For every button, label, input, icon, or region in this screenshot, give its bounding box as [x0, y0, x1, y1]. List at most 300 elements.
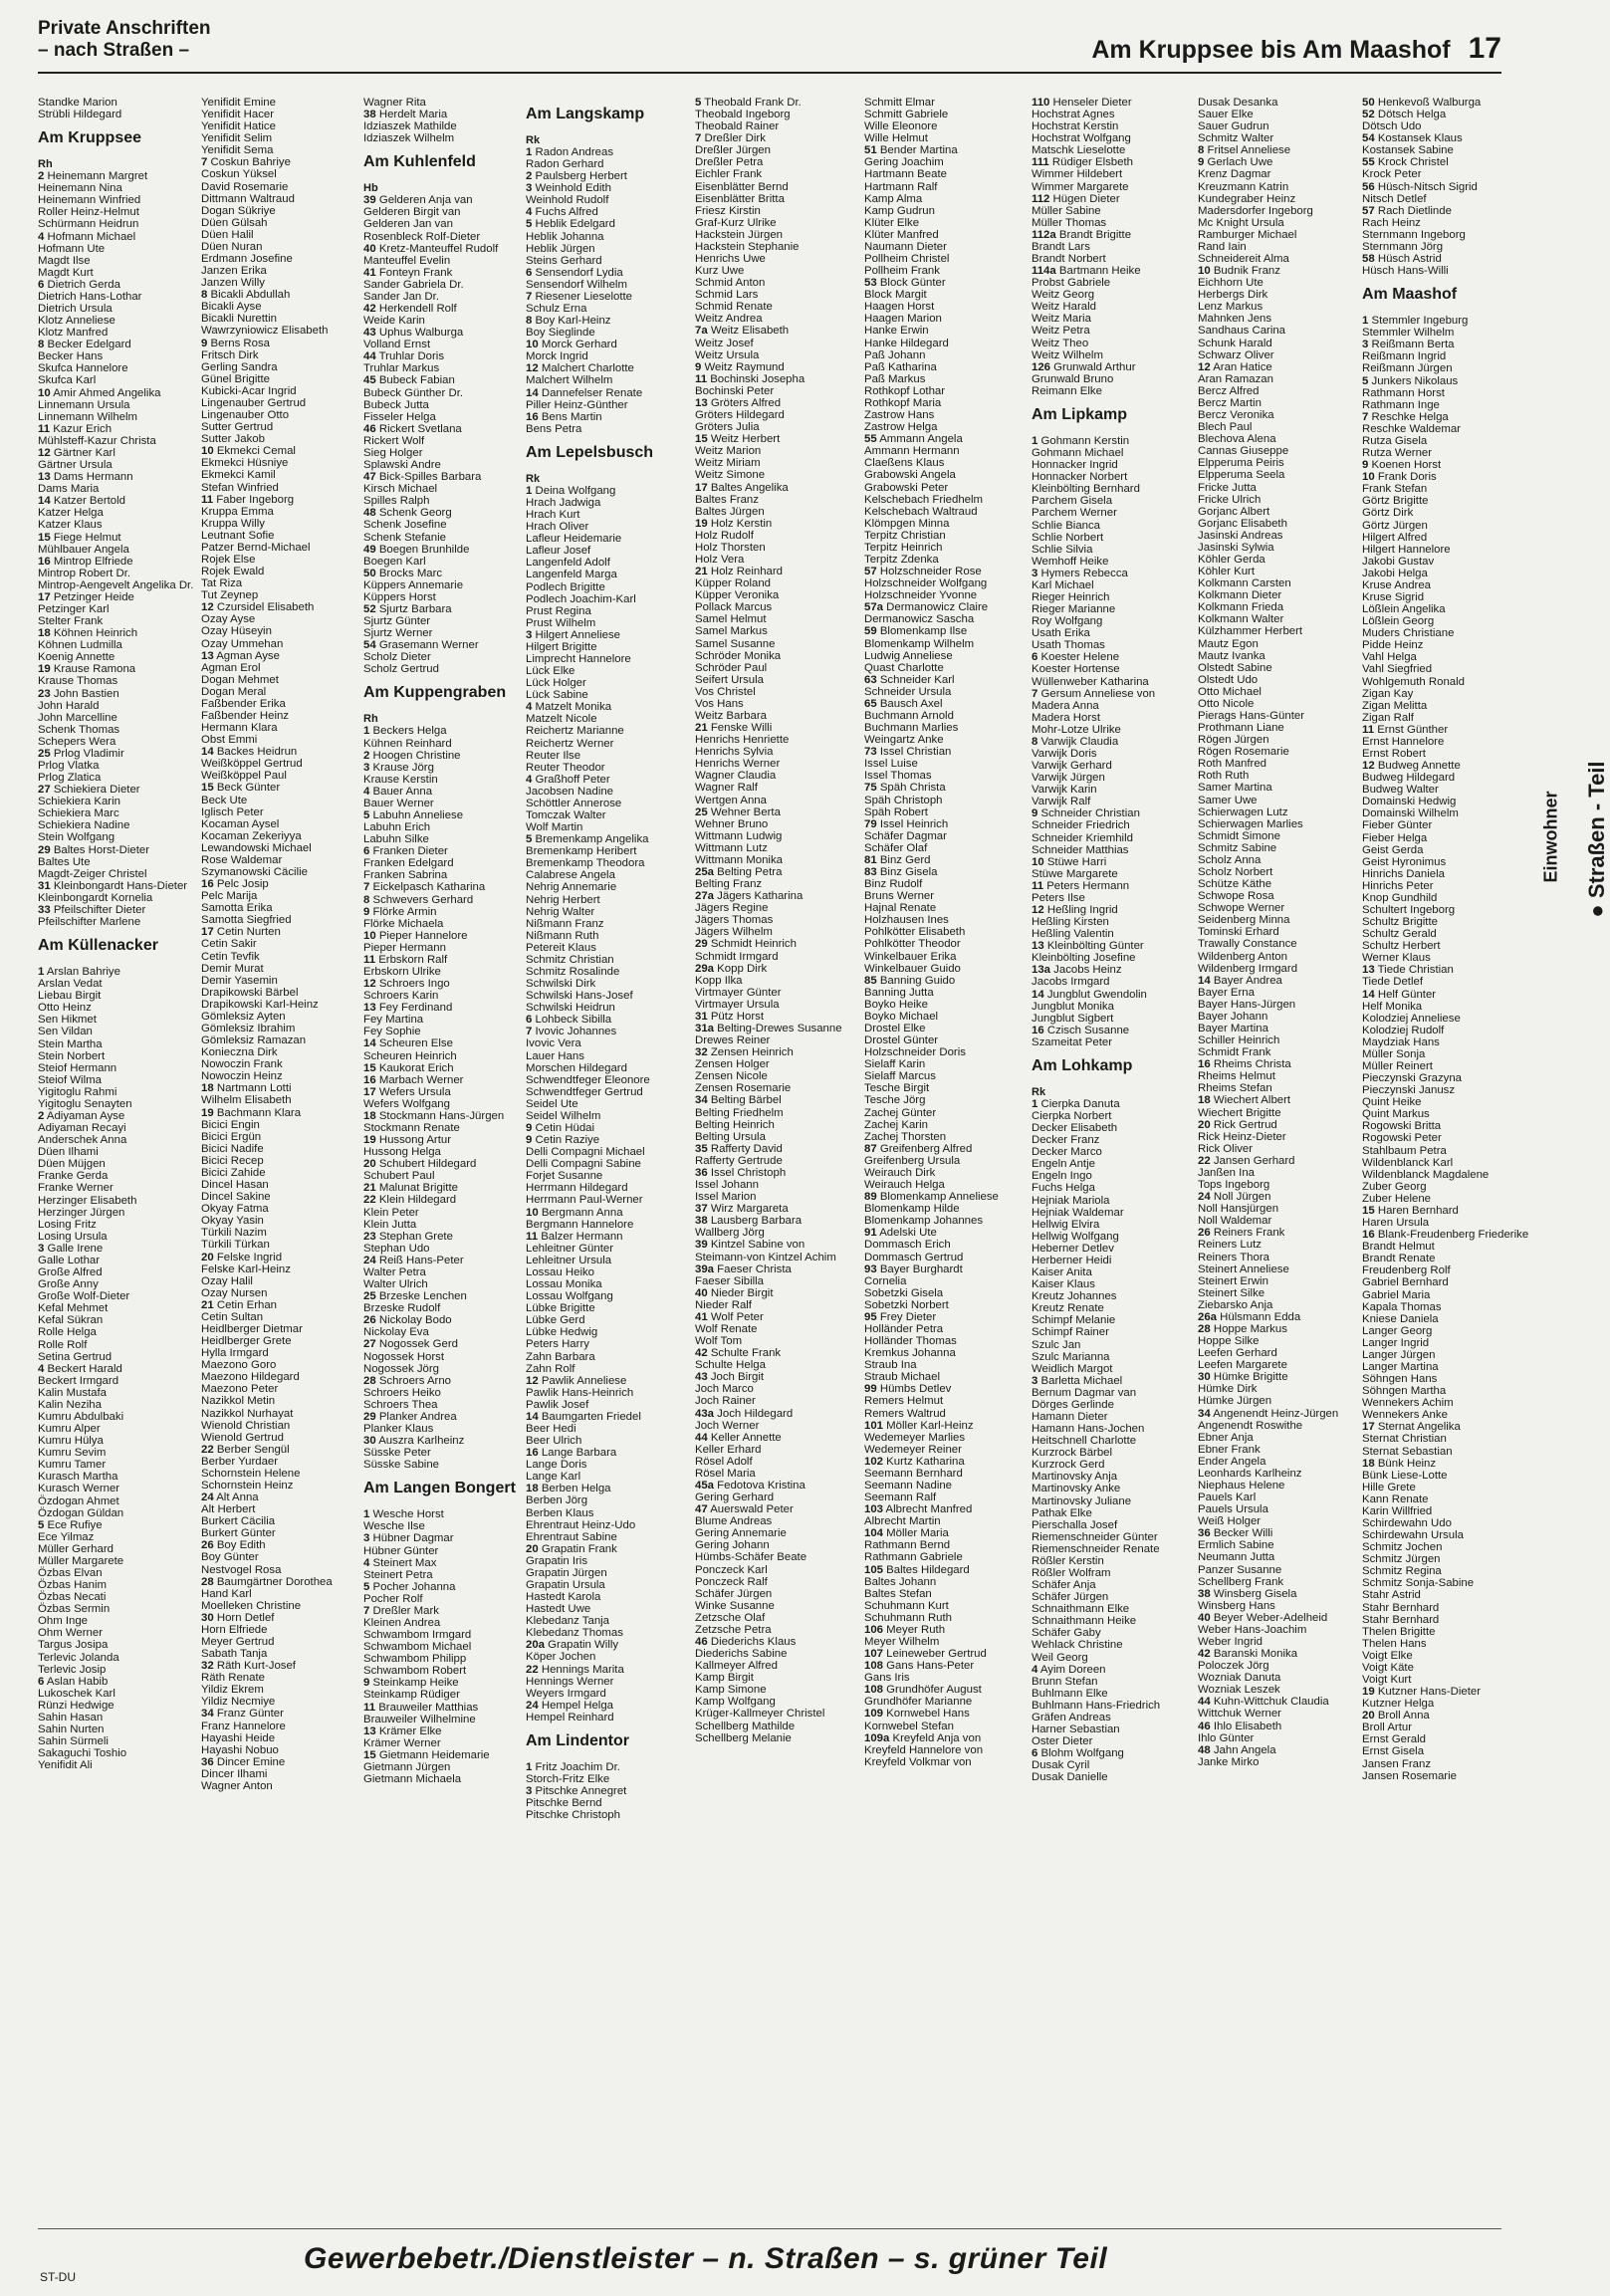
resident-entry: 1 Cierpka Danuta — [1032, 1097, 1120, 1110]
resident-entry: 31 Pütz Horst — [695, 1010, 765, 1023]
house-number: 21 — [363, 1182, 376, 1195]
resident-entry: Storch-Fritz Elke — [526, 1773, 610, 1785]
resident-entry: Özdogan Güldan — [38, 1506, 124, 1519]
house-number: 73 — [864, 746, 877, 759]
resident-entry: Buhlmann Hans-Friedrich — [1032, 1699, 1161, 1712]
resident-entry: Franken Edelgard — [363, 857, 454, 870]
resident-entry: Heidlberger Dietmar — [201, 1322, 303, 1335]
resident-entry: Steinert Silke — [1198, 1286, 1265, 1299]
resident-entry: Dogan Sükriye — [201, 204, 276, 217]
resident-entry: Schnaithmann Elke — [1032, 1603, 1130, 1616]
resident-entry: Otto Michael — [1198, 685, 1262, 698]
resident-entry: Beer Ulrich — [526, 1435, 582, 1448]
resident-entry: Scholz Gertrud — [363, 663, 439, 676]
resident-entry: 112 Hügen Dieter — [1032, 192, 1120, 205]
resident-entry: Krenz Dagmar — [1198, 168, 1271, 181]
resident-entry: Decker Franz — [1032, 1134, 1100, 1147]
resident-entry: Lukoschek Karl — [38, 1687, 115, 1700]
resident-entry: 15 Fiege Helmut — [38, 531, 121, 544]
resident-entry: 10 Budnik Franz — [1198, 265, 1280, 278]
house-number: 81 — [864, 853, 877, 866]
resident-entry: Lingenauber Otto — [201, 409, 290, 422]
house-number: 19 — [363, 1134, 376, 1147]
house-number: 1 — [38, 966, 45, 979]
house-number: 34 — [201, 1708, 214, 1721]
resident-entry: 50 Henkevoß Walburga — [1362, 97, 1482, 109]
resident-entry: Ekmekci Hüsniye — [201, 457, 289, 470]
house-number: 24 — [363, 1254, 376, 1266]
resident-entry: Ekmekci Kamil — [201, 469, 276, 482]
resident-entry: 51 Bender Martina — [864, 144, 958, 157]
resident-entry: Banning Jutta — [864, 986, 934, 999]
resident-entry: Wedemeyer Marlies — [864, 1431, 966, 1444]
resident-entry: Schmitt Elmar — [864, 97, 935, 109]
resident-entry: Sieg Holger — [363, 446, 423, 459]
resident-entry: Engeln Ingo — [1032, 1170, 1092, 1183]
resident-entry: Gering Annemarie — [695, 1527, 787, 1540]
resident-entry: 9 Cetin Hüdai — [526, 1122, 595, 1135]
house-number: 7 — [363, 1604, 370, 1617]
house-number: 99 — [864, 1383, 877, 1396]
resident-entry: Nestvogel Rosa — [201, 1563, 282, 1576]
resident-entry: Weitz Wilhelm — [1032, 348, 1103, 361]
resident-entry: Klein Jutta — [363, 1218, 417, 1231]
resident-entry: 57 Rach Dietlinde — [1362, 204, 1452, 217]
resident-entry: Varwijk Gerhard — [1032, 760, 1112, 773]
house-number: 3 — [526, 182, 533, 195]
house-number: 14 — [526, 1410, 539, 1423]
resident-entry: Schürmann Heidrun — [38, 218, 139, 231]
resident-entry: Kumru Abdulbaki — [38, 1410, 124, 1423]
resident-entry: 38 Winsberg Gisela — [1198, 1587, 1297, 1600]
resident-entry: Bicici Recep — [201, 1154, 264, 1167]
resident-entry: Terpitz Zdenka — [864, 553, 939, 566]
resident-entry: 15 Beck Günter — [201, 782, 281, 795]
resident-entry: Köper Jochen — [526, 1651, 596, 1664]
resident-entry: Schwilski Dirk — [526, 978, 596, 991]
resident-entry: 27 Nogossek Gerd — [363, 1338, 458, 1351]
resident-entry: Kamp Gudrun — [864, 204, 935, 217]
resident-entry: Schmidt Irmgard — [695, 950, 779, 963]
house-number: 6 — [1032, 651, 1038, 664]
house-number: 47 — [363, 471, 376, 484]
resident-entry: Sensendorf Wilhelm — [526, 278, 627, 291]
resident-entry: 1 Beckers Helga — [363, 725, 447, 738]
resident-entry: Labuhn Silke — [363, 833, 429, 846]
house-number: 12 — [1362, 760, 1375, 773]
resident-entry: 114a Bartmann Heike — [1032, 265, 1141, 278]
resident-entry: 7 Gersum Anneliese von — [1032, 687, 1156, 700]
resident-entry: Stahr Bernhard — [1362, 1601, 1440, 1614]
resident-entry: Jakobi Gustav — [1362, 555, 1435, 568]
resident-entry: Splawski Andre — [363, 459, 441, 472]
resident-entry: Wehner Bruno — [695, 817, 769, 830]
resident-entry: Hermann Klara — [201, 722, 278, 735]
house-number: 28 — [201, 1575, 214, 1588]
house-number: 13 — [1032, 940, 1044, 953]
resident-entry: Sandhaus Carina — [1198, 325, 1286, 338]
resident-entry: Weil Georg — [1032, 1651, 1088, 1664]
resident-entry: Kundegraber Heinz — [1198, 192, 1296, 205]
resident-entry: Wienold Gertrud — [201, 1431, 284, 1444]
resident-entry: Fisseler Helga — [363, 410, 436, 423]
resident-entry: Schultz Gerald — [1362, 928, 1437, 941]
resident-entry: Manteuffel Evelin — [363, 254, 451, 267]
resident-entry: Blomenkamp Hilde — [864, 1203, 960, 1216]
resident-entry: 5 Labuhn Anneliese — [363, 808, 464, 821]
resident-entry: Obst Emmi — [201, 734, 258, 747]
resident-entry: Stephan Udo — [363, 1242, 430, 1255]
resident-entry: Schellberg Melanie — [695, 1731, 792, 1744]
resident-entry: Schöttler Annerose — [526, 797, 622, 809]
resident-entry: Weide Karin — [363, 315, 425, 328]
house-number: 15 — [1362, 1204, 1375, 1217]
resident-entry: Otto Nicole — [1198, 697, 1255, 710]
resident-entry: Sahin Sürmeli — [38, 1735, 109, 1748]
house-number: 29a — [695, 962, 715, 975]
resident-entry: Zuber Helene — [1362, 1192, 1432, 1205]
resident-entry: Joch Rainer — [695, 1395, 756, 1408]
resident-entry: 59 Blomenkamp Ilse — [864, 625, 968, 638]
resident-entry: 3 Barletta Michael — [1032, 1374, 1123, 1387]
resident-entry: Seidel Wilhelm — [526, 1109, 601, 1122]
resident-entry: Issel Luise — [864, 758, 918, 771]
resident-entry: Zigan Ralf — [1362, 711, 1414, 724]
house-number: 6 — [363, 845, 370, 858]
resident-entry: 3 Krause Jörg — [363, 761, 434, 774]
resident-entry: Müller Reinert — [1362, 1060, 1433, 1073]
house-number: 13 — [1362, 964, 1375, 977]
resident-entry: 15 Weitz Herbert — [695, 433, 781, 446]
resident-entry: 19 Krause Ramona — [38, 663, 136, 676]
house-number: 40 — [695, 1286, 708, 1299]
resident-entry: Pocher Rolf — [363, 1592, 423, 1605]
resident-entry: 3 Reißmann Berta — [1362, 339, 1455, 351]
resident-entry: Schlie Norbert — [1032, 531, 1104, 544]
house-number: 30 — [201, 1611, 214, 1624]
resident-entry: Prothmann Liane — [1198, 722, 1284, 735]
resident-entry: 6 Blohm Wolfgang — [1032, 1747, 1124, 1760]
resident-entry: Scholz Dieter — [363, 651, 431, 664]
resident-entry: 10 Amir Ahmed Angelika — [38, 386, 161, 399]
resident-entry: Delli Compagni Sabine — [526, 1158, 641, 1171]
resident-entry: 35 Rafferty David — [695, 1142, 783, 1155]
resident-entry: Dietrich Ursula — [38, 303, 113, 316]
resident-entry: Wienold Christian — [201, 1419, 291, 1432]
resident-entry: Franke Gerda — [38, 1170, 109, 1183]
resident-entry: Lange Doris — [526, 1459, 587, 1472]
resident-entry: Holländer Petra — [864, 1322, 944, 1335]
resident-entry: 31 Kleinbongardt Hans-Dieter — [38, 879, 188, 892]
resident-entry: Schroers Thea — [363, 1398, 438, 1411]
resident-entry: 18 Wiechert Albert — [1198, 1094, 1291, 1107]
house-number: 8 — [201, 289, 208, 302]
house-number: 3 — [1362, 339, 1369, 351]
house-number: 14 — [38, 495, 51, 508]
house-number: 13 — [363, 1002, 376, 1015]
resident-entry: Kelschebach Waltraud — [864, 505, 978, 518]
resident-entry: Mautz Ivanka — [1198, 649, 1265, 662]
house-number: 1 — [1032, 434, 1038, 447]
resident-entry: Bayer Erna — [1198, 986, 1255, 999]
house-number: 24 — [201, 1492, 214, 1504]
resident-entry: Weitz Josef — [695, 337, 754, 349]
resident-entry: Baltes Johann — [864, 1575, 937, 1588]
resident-entry: Bayer Hans-Jürgen — [1198, 998, 1296, 1011]
resident-entry: Kopp Ilka — [695, 974, 743, 987]
resident-entry: Boyko Heike — [864, 998, 928, 1011]
resident-entry: Hanke Erwin — [864, 325, 929, 338]
house-number: 13a — [1032, 964, 1051, 977]
resident-entry: Mautz Egon — [1198, 637, 1259, 650]
house-number: 111 — [1032, 156, 1049, 169]
house-number: 12 — [526, 362, 539, 375]
house-number: 44 — [1198, 1696, 1211, 1709]
resident-entry: 21 Holz Reinhard — [695, 566, 784, 578]
resident-entry: 4 Hofmann Michael — [38, 230, 136, 243]
resident-entry: Steinert Erwin — [1198, 1274, 1268, 1287]
house-number: 4 — [363, 1556, 370, 1569]
resident-entry: Losing Fritz — [38, 1218, 97, 1231]
resident-entry: Nowoczin Heinz — [201, 1070, 283, 1083]
resident-entry: Budweg Walter — [1362, 784, 1439, 797]
house-number: 39a — [695, 1263, 715, 1275]
street-heading: Am Maashof — [1362, 286, 1458, 304]
resident-entry: 25a Belting Petra — [695, 866, 783, 878]
house-number: 21 — [695, 722, 708, 735]
resident-entry: Nißmann Ruth — [526, 929, 599, 942]
resident-entry: Sauer Gudrun — [1198, 120, 1269, 133]
house-number: 33 — [38, 903, 51, 916]
resident-entry: 11 Balzer Hermann — [526, 1230, 623, 1243]
house-number: 13 — [38, 471, 51, 484]
house-number: 1 — [1032, 1097, 1038, 1110]
house-number: 15 — [695, 433, 708, 446]
house-number: 36 — [1198, 1527, 1211, 1540]
house-number: 16 — [363, 1073, 376, 1086]
resident-entry: Graf-Kurz Ulrike — [695, 216, 777, 229]
resident-entry: Yigitoglu Senayten — [38, 1097, 132, 1110]
resident-entry: Samotta Siegfried — [201, 914, 292, 927]
resident-entry: Bochinski Peter — [695, 384, 775, 397]
resident-entry: Panzer Susanne — [1198, 1563, 1282, 1576]
resident-entry: 14 Baumgarten Friedel — [526, 1410, 641, 1423]
resident-entry: 104 Möller Maria — [864, 1527, 949, 1540]
resident-entry: 29a Kopp Dirk — [695, 962, 768, 975]
resident-entry: Janßen Ina — [1198, 1166, 1255, 1179]
resident-entry: 83 Binz Gisela — [864, 866, 938, 878]
house-number: 42 — [1198, 1648, 1211, 1661]
resident-entry: Süsske Sabine — [363, 1459, 439, 1472]
resident-entry: Langer Ingrid — [1362, 1336, 1430, 1349]
house-number: 14 — [363, 1037, 376, 1050]
house-number: 9 — [201, 337, 208, 349]
district-code: Hb — [363, 182, 378, 195]
resident-entry: Sobetzki Norbert — [864, 1298, 949, 1311]
resident-entry: Schuhmann Kurt — [864, 1599, 949, 1612]
resident-entry: Wagner Claudia — [695, 770, 777, 783]
resident-entry: 21 Malunat Brigitte — [363, 1182, 458, 1195]
resident-entry: Kurzrock Bärbel — [1032, 1447, 1113, 1460]
house-number: 107 — [864, 1648, 884, 1661]
resident-entry: John Harald — [38, 699, 100, 712]
resident-entry: Brunn Stefan — [1032, 1675, 1098, 1688]
resident-entry: Hümbs-Schäfer Beate — [695, 1551, 807, 1564]
house-number: 27 — [363, 1338, 376, 1351]
resident-entry: Madersdorfer Ingeborg — [1198, 204, 1313, 217]
house-number: 6 — [526, 266, 533, 279]
house-number: 1 — [363, 1508, 370, 1521]
resident-entry: Holz Thorsten — [695, 541, 766, 554]
resident-entry: 10 Ekmekci Cemal — [201, 445, 296, 458]
house-number: 26 — [201, 1539, 214, 1552]
house-number: 41 — [363, 266, 376, 279]
resident-entry: 22 Berber Sengül — [201, 1443, 290, 1456]
resident-entry: Steinkamp Rüdiger — [363, 1689, 460, 1702]
house-number: 47 — [695, 1503, 708, 1516]
resident-entry: Blume Andreas — [695, 1515, 773, 1528]
house-number: 12 — [1032, 904, 1044, 916]
house-number: 5 — [1362, 374, 1369, 387]
resident-entry: Gröters Hildegard — [695, 409, 785, 422]
resident-entry: Sander Gabriela Dr. — [363, 278, 464, 291]
resident-entry: Bünk Liese-Lotte — [1362, 1469, 1448, 1482]
house-number: 95 — [864, 1310, 877, 1323]
resident-entry: Kreyfeld Volkmar von — [864, 1755, 972, 1768]
house-number: 10 — [1198, 265, 1211, 278]
resident-entry: Sabath Tanja — [201, 1648, 268, 1661]
resident-entry: Holzschneider Yvonne — [864, 589, 978, 602]
house-number: 22 — [363, 1194, 376, 1207]
resident-entry: Roy Wolfgang — [1032, 615, 1103, 628]
resident-entry: 38 Lausberg Barbara — [695, 1215, 803, 1228]
resident-entry: Schenk Josefine — [363, 519, 447, 532]
resident-entry: Cetin Tevfik — [201, 950, 260, 963]
resident-entry: 58 Hüsch Astrid — [1362, 253, 1442, 266]
resident-entry: Steinert Anneliese — [1198, 1263, 1289, 1275]
resident-entry: Kamp Simone — [695, 1684, 767, 1697]
resident-entry: 11 Bochinski Josepha — [695, 372, 805, 385]
house-number: 2 — [526, 170, 533, 183]
resident-entry: Langenfeld Marga — [526, 569, 617, 581]
resident-entry: Schmid Anton — [695, 277, 766, 290]
resident-entry: 57a Dermanowicz Claire — [864, 601, 989, 614]
resident-entry: Yigitoglu Rahmi — [38, 1085, 117, 1098]
resident-entry: Bubeck Günther Dr. — [363, 386, 464, 399]
resident-entry: Brauweiler Wilhelmine — [363, 1713, 476, 1725]
house-number: 103 — [864, 1503, 884, 1516]
house-number: 10 — [1032, 855, 1044, 868]
resident-entry: Kostansek Sabine — [1362, 144, 1454, 157]
resident-entry: Weitz Theo — [1032, 337, 1089, 349]
resident-entry: Holzschneider Doris — [864, 1046, 966, 1059]
resident-entry: 13 Dams Hermann — [38, 471, 133, 484]
resident-entry: Schäfer Olaf — [864, 841, 928, 854]
house-number: 126 — [1032, 360, 1051, 373]
house-number: 20 — [363, 1158, 376, 1171]
resident-entry: Cannas Giuseppe — [1198, 445, 1289, 458]
resident-entry: 26a Hülsmann Edda — [1198, 1310, 1301, 1323]
resident-entry: Hamann Dieter — [1032, 1410, 1108, 1423]
resident-entry: Adiyaman Recayi — [38, 1122, 126, 1135]
resident-entry: Bercz Veronika — [1198, 409, 1274, 422]
resident-entry: Mühlsteff-Kazur Christa — [38, 434, 156, 447]
house-number: 30 — [363, 1435, 376, 1448]
resident-entry: Schenk Stefanie — [363, 531, 446, 544]
resident-entry: Binz Rudolf — [864, 878, 923, 891]
side-tab-label: Einwohner — [1540, 791, 1561, 883]
resident-entry: Rathmann Inge — [1362, 398, 1440, 411]
resident-entry: Große Wolf-Dieter — [38, 1290, 130, 1303]
street-heading: Am Kuppengraben — [363, 684, 507, 702]
resident-entry: 31a Belting-Drewes Susanne — [695, 1023, 842, 1035]
resident-entry: 24 Alt Anna — [201, 1492, 259, 1504]
resident-entry: Özbas Necati — [38, 1591, 107, 1604]
resident-entry: Späh Robert — [864, 805, 928, 818]
resident-entry: Weitz Georg — [1032, 289, 1095, 302]
resident-entry: 87 Greifenberg Alfred — [864, 1142, 973, 1155]
resident-entry: Henrichs Werner — [695, 758, 781, 771]
resident-entry: Ozay Hüseyin — [201, 625, 272, 638]
resident-entry: Straub Ina — [864, 1359, 917, 1372]
resident-entry: 13 Krämer Elke — [363, 1724, 442, 1737]
street-heading: Am Kuhlenfeld — [363, 153, 476, 171]
resident-entry: Sahin Nurten — [38, 1723, 105, 1735]
house-number: 16 — [38, 555, 51, 568]
resident-entry: Kolodziej Anneliese — [1362, 1012, 1461, 1025]
resident-entry: 13 Fey Ferdinand — [363, 1002, 453, 1015]
house-number: 24 — [1198, 1191, 1211, 1204]
resident-entry: Sen Hikmet — [38, 1014, 97, 1027]
resident-entry: 7 Dreßler Mark — [363, 1604, 439, 1617]
resident-entry: 7 Eickelpasch Katharina — [363, 881, 486, 894]
resident-entry: 11 Erbskorn Ralf — [363, 953, 448, 966]
resident-entry: Harner Sebastian — [1032, 1723, 1120, 1735]
house-number: 1 — [363, 725, 370, 738]
resident-entry: Lange Karl — [526, 1471, 581, 1484]
resident-entry: Szameitat Peter — [1032, 1035, 1113, 1048]
resident-entry: Grabowski Peter — [864, 481, 949, 494]
resident-entry: Seidenberg Minna — [1198, 914, 1290, 927]
resident-entry: Klein Peter — [363, 1206, 419, 1219]
resident-entry: Zahn Rolf — [526, 1362, 575, 1375]
resident-entry: Kruppa Emma — [201, 505, 274, 518]
resident-entry: Heßling Kirsten — [1032, 916, 1109, 929]
resident-entry: Ramburger Michael — [1198, 228, 1297, 241]
resident-entry: 52 Sjurtz Barbara — [363, 602, 452, 615]
resident-entry: 24 Reiß Hans-Peter — [363, 1254, 464, 1266]
resident-entry: Kolodziej Rudolf — [1362, 1024, 1445, 1036]
resident-entry: 10 Morck Gerhard — [526, 339, 617, 351]
resident-entry: Pitschke Bernd — [526, 1797, 602, 1810]
resident-entry: 29 Schmidt Heinrich — [695, 938, 797, 951]
resident-entry: Schmid Renate — [695, 301, 773, 314]
resident-entry: Vahl Helga — [1362, 651, 1417, 664]
resident-entry: Pauels Karl — [1198, 1492, 1257, 1504]
resident-entry: 81 Binz Gerd — [864, 853, 931, 866]
resident-entry: Hartmann Beate — [864, 168, 947, 181]
resident-entry: Müller Gerhard — [38, 1542, 114, 1555]
resident-entry: Ponczeck Ralf — [695, 1575, 768, 1588]
house-number: 14 — [1032, 988, 1044, 1001]
house-number: 25a — [695, 866, 715, 878]
resident-entry: 14 Bayer Andrea — [1198, 974, 1282, 987]
resident-entry: Yildiz Ekrem — [201, 1684, 264, 1697]
resident-entry: Heinemann Winfried — [38, 194, 141, 207]
resident-entry: Bercz Alfred — [1198, 384, 1260, 397]
resident-entry: Podlech Joachim-Karl — [526, 592, 636, 605]
resident-entry: Rathmann Horst — [1362, 386, 1445, 399]
